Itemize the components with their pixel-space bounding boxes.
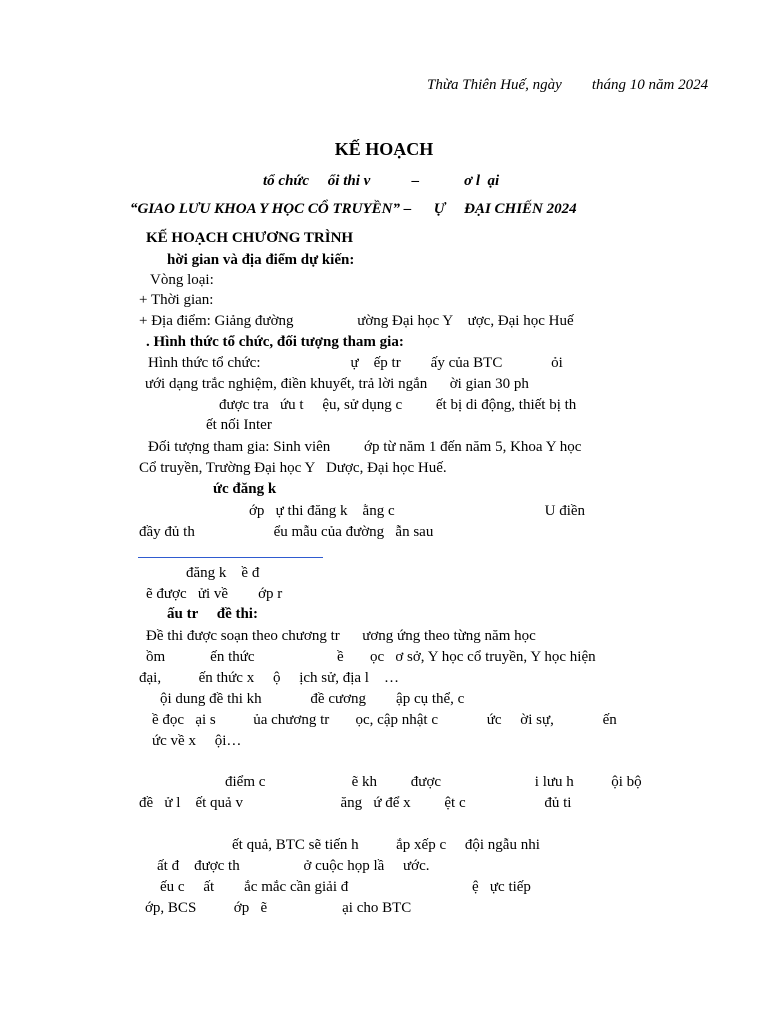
format-line-3: được tra ứu t ệu, sử dụng c ết bị di động, thiết bị th (219, 397, 577, 413)
format-line-2: ưới dạng trắc nghiệm, điền khuyết, trả lời ngắn ời gian 30 ph (145, 376, 529, 392)
location-line: + Địa điểm: Giảng đường ường Đại học Y ược, Đại học Huế (139, 313, 574, 329)
date-line: Thừa Thiên Huế, ngày tháng 10 năm 2024 (427, 77, 709, 93)
exam-line-3: đại, ến thức x ộ ịch sử, địa l … (139, 670, 399, 686)
pairing-line-1: ết quả, BTC sẽ tiến h ắp xếp c đội ngẫu nhi (232, 837, 540, 853)
exam-line-1: Đề thi được soạn theo chương tr ương ứng theo từng năm học (146, 628, 536, 644)
format-line-4: ết nối Inter (206, 417, 272, 433)
registration-link[interactable] (138, 557, 323, 558)
document-title: KẾ HOẠCH (334, 139, 434, 159)
round-label: Vòng loại: (150, 272, 214, 288)
scoring-line-2: đề ử l ết quả v ăng ứ để x ệt c đủ ti (139, 795, 572, 811)
exam-structure-heading: ấu tr đề thi: (167, 606, 258, 622)
document-subtitle: tổ chức ổi thi v – ơ l ại (263, 173, 500, 189)
registration-line-3: đăng k ề đ (186, 565, 260, 581)
pairing-line-2: ất đ được th ở cuộc họp lầ ước. (157, 858, 430, 874)
registration-line-1: ớp ự thi đăng k ằng c U điền (249, 503, 586, 519)
exam-line-5: ề đọc ại s ủa chương tr ọc, cập nhật c ức ời sự, ến (152, 712, 617, 728)
participants-line-1: Đối tượng tham gia: Sinh viên ớp từ năm 1 đến năm 5, Khoa Y học (148, 439, 582, 455)
time-line: + Thời gian: (139, 292, 214, 308)
exam-line-4: ội dung đề thi kh đề cương ập cụ thể, c (160, 691, 465, 707)
registration-line-4: ẽ được ửi về ớp r (146, 586, 283, 602)
contact-line-1: ếu c ất ắc mắc cần giải đ ệ ực tiếp (160, 879, 531, 895)
contest-name: “GIAO LƯU KHOA Y HỌC CỔ TRUYỀN” – Ự ĐẠI CHIẾN 2024 (130, 201, 577, 217)
registration-heading: ức đăng k (213, 481, 277, 497)
contact-line-2: ớp, BCS ớp ẽ ại cho BTC (145, 900, 412, 916)
format-heading: . Hình thức tổ chức, đối tượng tham gia: (146, 334, 404, 350)
time-location-heading: hời gian và địa điểm dự kiến: (167, 252, 355, 268)
participants-line-2: Cổ truyền, Trường Đại học Y Dược, Đại học Huế. (139, 460, 447, 476)
scoring-line-1: điểm c ẽ kh được i lưu h ội bộ (225, 774, 642, 790)
registration-line-2: đầy đủ th ểu mẫu của đường ẫn sau (139, 524, 434, 540)
exam-line-2: ồm ến thức ề ọc ơ sở, Y học cổ truyền, Y học hiện (146, 649, 596, 665)
section-heading: KẾ HOẠCH CHƯƠNG TRÌNH (146, 230, 354, 246)
exam-line-6: ức về x ội… (152, 733, 242, 749)
format-line-1: Hình thức tổ chức: ự ếp tr ấy của BTC ỏi (148, 355, 563, 371)
